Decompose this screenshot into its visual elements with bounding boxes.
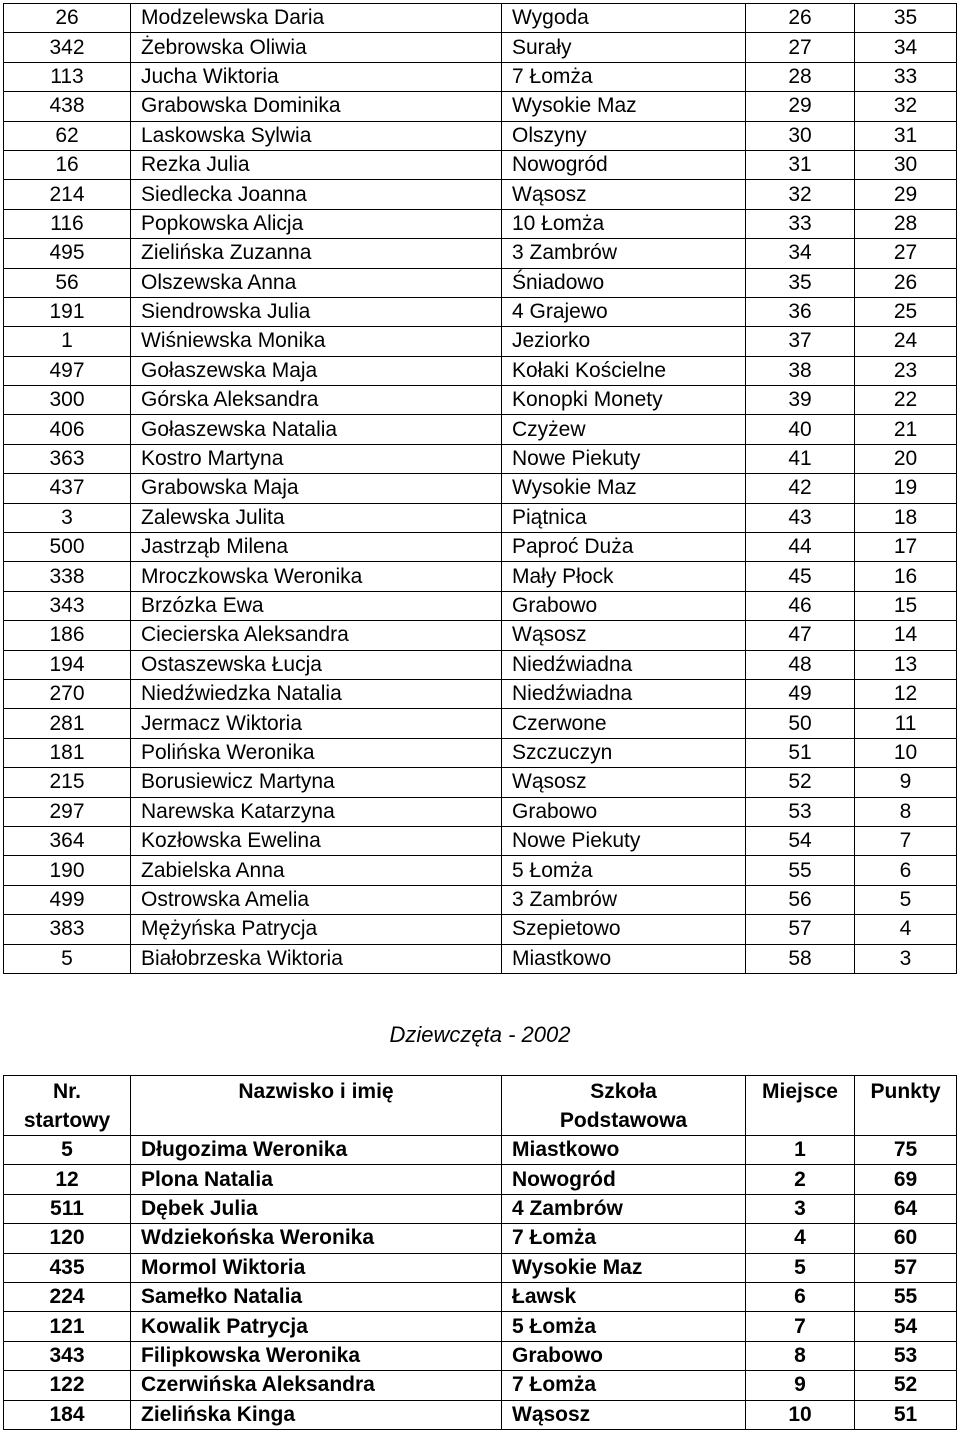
cell-school: 4 Grajewo [502,297,746,326]
cell-place: 34 [746,239,855,268]
cell-name: Zielińska Kinga [131,1400,502,1429]
header-school: Szkoła Podstawowa [502,1076,746,1136]
cell-name: Plona Natalia [131,1165,502,1194]
cell-school: Szepietowo [502,915,746,944]
cell-place: 55 [746,856,855,885]
cell-start-number: 194 [4,650,131,679]
cell-school: Czerwone [502,709,746,738]
cell-name: Wiśniewska Monika [131,327,502,356]
cell-start-number: 338 [4,562,131,591]
cell-name: Żebrowska Oliwia [131,33,502,62]
cell-place: 7 [746,1312,855,1341]
table-row [4,1224,957,1253]
cell-place: 44 [746,533,855,562]
table-row [4,1312,957,1341]
table-row [4,1371,957,1400]
table-row [4,1194,957,1223]
table-row [4,268,957,297]
header-place: Miejsce [746,1076,855,1136]
cell-school: Grabowo [502,1341,746,1370]
cell-place: 28 [746,62,855,91]
cell-points: 52 [855,1371,957,1400]
cell-name: Gołaszewska Natalia [131,415,502,444]
cell-start-number: 297 [4,797,131,826]
cell-start-number: 224 [4,1282,131,1311]
cell-name: Narewska Katarzyna [131,797,502,826]
cell-start-number: 363 [4,444,131,473]
cell-start-number: 181 [4,738,131,767]
table-row [4,1341,957,1370]
cell-points: 34 [855,33,957,62]
table-row [4,62,957,91]
header-name: Nazwisko i imię [131,1076,502,1136]
table-row [4,650,957,679]
cell-start-number: 343 [4,591,131,620]
cell-place: 58 [746,944,855,973]
cell-place: 46 [746,591,855,620]
cell-start-number: 500 [4,533,131,562]
cell-place: 32 [746,180,855,209]
cell-school: Wygoda [502,4,746,33]
cell-points: 22 [855,386,957,415]
cell-school: Nowe Piekuty [502,444,746,473]
cell-points: 31 [855,121,957,150]
cell-start-number: 214 [4,180,131,209]
table-row [4,856,957,885]
cell-name: Górska Aleksandra [131,386,502,415]
cell-points: 6 [855,856,957,885]
cell-start-number: 62 [4,121,131,150]
table-row [4,768,957,797]
cell-name: Borusiewicz Martyna [131,768,502,797]
cell-name: Czerwińska Aleksandra [131,1371,502,1400]
cell-start-number: 495 [4,239,131,268]
table-row [4,1165,957,1194]
cell-place: 6 [746,1282,855,1311]
cell-place: 49 [746,679,855,708]
cell-name: Zabielska Anna [131,856,502,885]
cell-start-number: 121 [4,1312,131,1341]
cell-points: 9 [855,768,957,797]
cell-place: 9 [746,1371,855,1400]
cell-place: 38 [746,356,855,385]
cell-name: Rezka Julia [131,150,502,179]
cell-school: Szczuczyn [502,738,746,767]
cell-school: 7 Łomża [502,62,746,91]
cell-start-number: 191 [4,297,131,326]
table-row [4,239,957,268]
cell-points: 20 [855,444,957,473]
cell-place: 35 [746,268,855,297]
cell-points: 19 [855,474,957,503]
cell-place: 3 [746,1194,855,1223]
cell-place: 30 [746,121,855,150]
cell-school: 7 Łomża [502,1371,746,1400]
cell-start-number: 437 [4,474,131,503]
cell-school: Wysokie Maz [502,1253,746,1282]
cell-place: 10 [746,1400,855,1429]
cell-school: Niedźwiadna [502,650,746,679]
cell-name: Wdziekońska Weronika [131,1224,502,1253]
cell-points: 29 [855,180,957,209]
results-table-continued [3,3,957,974]
table-row [4,562,957,591]
cell-name: Zalewska Julita [131,503,502,532]
table-row [4,826,957,855]
cell-points: 53 [855,1341,957,1370]
cell-start-number: 343 [4,1341,131,1370]
cell-points: 30 [855,150,957,179]
cell-school: Wysokie Maz [502,92,746,121]
cell-school: 7 Łomża [502,1224,746,1253]
table-row [4,1282,957,1311]
cell-points: 26 [855,268,957,297]
cell-school: Ławsk [502,1282,746,1311]
cell-school: Nowogród [502,1165,746,1194]
cell-name: Dębek Julia [131,1194,502,1223]
cell-place: 41 [746,444,855,473]
cell-start-number: 5 [4,1136,131,1165]
cell-place: 2 [746,1165,855,1194]
cell-name: Grabowska Maja [131,474,502,503]
cell-name: Niedźwiedzka Natalia [131,679,502,708]
cell-start-number: 215 [4,768,131,797]
cell-place: 51 [746,738,855,767]
cell-points: 75 [855,1136,957,1165]
table-row [4,1400,957,1429]
cell-school: Śniadowo [502,268,746,297]
table-row [4,444,957,473]
cell-name: Siedlecka Joanna [131,180,502,209]
cell-place: 47 [746,621,855,650]
table-row [4,885,957,914]
cell-name: Ostaszewska Łucja [131,650,502,679]
cell-name: Laskowska Sylwia [131,121,502,150]
cell-name: Samełko Natalia [131,1282,502,1311]
cell-place: 5 [746,1253,855,1282]
cell-start-number: 116 [4,209,131,238]
cell-points: 27 [855,239,957,268]
cell-school: Surały [502,33,746,62]
table-row [4,4,957,33]
cell-place: 8 [746,1341,855,1370]
cell-school: Jeziorko [502,327,746,356]
cell-points: 54 [855,1312,957,1341]
cell-name: Popkowska Alicja [131,209,502,238]
cell-points: 60 [855,1224,957,1253]
cell-start-number: 56 [4,268,131,297]
cell-place: 39 [746,386,855,415]
cell-start-number: 12 [4,1165,131,1194]
cell-place: 1 [746,1136,855,1165]
cell-start-number: 270 [4,679,131,708]
cell-name: Mroczkowska Weronika [131,562,502,591]
table-row [4,92,957,121]
cell-place: 4 [746,1224,855,1253]
cell-start-number: 190 [4,856,131,885]
table-row [4,1136,957,1165]
table-row [4,533,957,562]
table-row [4,474,957,503]
cell-start-number: 3 [4,503,131,532]
cell-school: Piątnica [502,503,746,532]
cell-points: 55 [855,1282,957,1311]
cell-name: Jastrząb Milena [131,533,502,562]
cell-place: 53 [746,797,855,826]
cell-school: Wąsosz [502,180,746,209]
table-row [4,209,957,238]
cell-start-number: 16 [4,150,131,179]
cell-start-number: 184 [4,1400,131,1429]
cell-name: Polińska Weronika [131,738,502,767]
cell-points: 12 [855,679,957,708]
cell-name: Mormol Wiktoria [131,1253,502,1282]
cell-points: 7 [855,826,957,855]
cell-school: Kołaki Kościelne [502,356,746,385]
cell-school: Wysokie Maz [502,474,746,503]
cell-start-number: 511 [4,1194,131,1223]
table-row [4,503,957,532]
cell-points: 8 [855,797,957,826]
table-header-row [4,1076,957,1136]
cell-points: 14 [855,621,957,650]
cell-school: 3 Zambrów [502,239,746,268]
cell-points: 10 [855,738,957,767]
cell-school: Wąsosz [502,768,746,797]
cell-place: 50 [746,709,855,738]
cell-school: Konopki Monety [502,386,746,415]
cell-points: 51 [855,1400,957,1429]
table-row [4,1253,957,1282]
cell-start-number: 438 [4,92,131,121]
cell-name: Jermacz Wiktoria [131,709,502,738]
cell-name: Olszewska Anna [131,268,502,297]
cell-school: Miastkowo [502,944,746,973]
cell-school: Olszyny [502,121,746,150]
cell-start-number: 186 [4,621,131,650]
cell-points: 32 [855,92,957,121]
cell-points: 17 [855,533,957,562]
cell-points: 18 [855,503,957,532]
cell-place: 54 [746,826,855,855]
cell-points: 28 [855,209,957,238]
cell-name: Zielińska Zuzanna [131,239,502,268]
cell-place: 45 [746,562,855,591]
table-row [4,944,957,973]
cell-points: 4 [855,915,957,944]
header-start-number: Nr. startowy [4,1076,131,1136]
cell-place: 40 [746,415,855,444]
cell-place: 26 [746,4,855,33]
cell-name: Gołaszewska Maja [131,356,502,385]
cell-points: 35 [855,4,957,33]
cell-start-number: 26 [4,4,131,33]
cell-school: Mały Płock [502,562,746,591]
cell-points: 13 [855,650,957,679]
table-row [4,591,957,620]
cell-start-number: 5 [4,944,131,973]
cell-start-number: 342 [4,33,131,62]
table-row [4,33,957,62]
table-row [4,150,957,179]
cell-start-number: 497 [4,356,131,385]
cell-school: 5 Łomża [502,1312,746,1341]
cell-name: Brzózka Ewa [131,591,502,620]
results-table-girls-2002 [3,1075,957,1430]
cell-school: Grabowo [502,797,746,826]
cell-points: 64 [855,1194,957,1223]
cell-school: Grabowo [502,591,746,620]
cell-points: 23 [855,356,957,385]
cell-school: 5 Łomża [502,856,746,885]
section-title: Dziewczęta - 2002 [389,1022,571,1047]
cell-school: Czyżew [502,415,746,444]
cell-school: Niedźwiadna [502,679,746,708]
cell-name: Kostro Martyna [131,444,502,473]
cell-name: Filipkowska Weronika [131,1341,502,1370]
cell-school: Wąsosz [502,1400,746,1429]
cell-school: Nowe Piekuty [502,826,746,855]
cell-start-number: 300 [4,386,131,415]
table-row [4,297,957,326]
cell-place: 36 [746,297,855,326]
table-row [4,738,957,767]
cell-school: 10 Łomża [502,209,746,238]
cell-place: 37 [746,327,855,356]
cell-points: 21 [855,415,957,444]
cell-start-number: 383 [4,915,131,944]
table-row [4,356,957,385]
cell-start-number: 1 [4,327,131,356]
cell-place: 29 [746,92,855,121]
cell-school: 3 Zambrów [502,885,746,914]
cell-points: 16 [855,562,957,591]
cell-place: 48 [746,650,855,679]
table-row [4,180,957,209]
cell-start-number: 435 [4,1253,131,1282]
cell-place: 52 [746,768,855,797]
cell-school: Paproć Duża [502,533,746,562]
cell-points: 5 [855,885,957,914]
cell-place: 27 [746,33,855,62]
cell-name: Kozłowska Ewelina [131,826,502,855]
cell-start-number: 113 [4,62,131,91]
cell-start-number: 281 [4,709,131,738]
table-row [4,415,957,444]
cell-start-number: 364 [4,826,131,855]
cell-place: 42 [746,474,855,503]
table-row [4,915,957,944]
cell-start-number: 499 [4,885,131,914]
cell-school: Miastkowo [502,1136,746,1165]
cell-start-number: 122 [4,1371,131,1400]
cell-place: 43 [746,503,855,532]
cell-points: 69 [855,1165,957,1194]
cell-points: 11 [855,709,957,738]
table-row [4,621,957,650]
table-row [4,709,957,738]
table-row [4,327,957,356]
table-row [4,121,957,150]
cell-school: Nowogród [502,150,746,179]
cell-points: 25 [855,297,957,326]
cell-name: Grabowska Dominika [131,92,502,121]
cell-place: 33 [746,209,855,238]
cell-place: 56 [746,885,855,914]
table-row [4,386,957,415]
cell-points: 24 [855,327,957,356]
cell-place: 57 [746,915,855,944]
cell-start-number: 406 [4,415,131,444]
cell-school: 4 Zambrów [502,1194,746,1223]
cell-name: Ostrowska Amelia [131,885,502,914]
cell-name: Długozima Weronika [131,1136,502,1165]
cell-name: Ciecierska Aleksandra [131,621,502,650]
cell-name: Siendrowska Julia [131,297,502,326]
cell-name: Kowalik Patrycja [131,1312,502,1341]
cell-name: Jucha Wiktoria [131,62,502,91]
cell-name: Mężyńska Patrycja [131,915,502,944]
cell-points: 15 [855,591,957,620]
cell-name: Białobrzeska Wiktoria [131,944,502,973]
cell-points: 57 [855,1253,957,1282]
table-row [4,797,957,826]
header-points: Punkty [855,1076,957,1136]
cell-school: Wąsosz [502,621,746,650]
cell-points: 33 [855,62,957,91]
cell-name: Modzelewska Daria [131,4,502,33]
table-row [4,679,957,708]
cell-place: 31 [746,150,855,179]
cell-points: 3 [855,944,957,973]
cell-start-number: 120 [4,1224,131,1253]
